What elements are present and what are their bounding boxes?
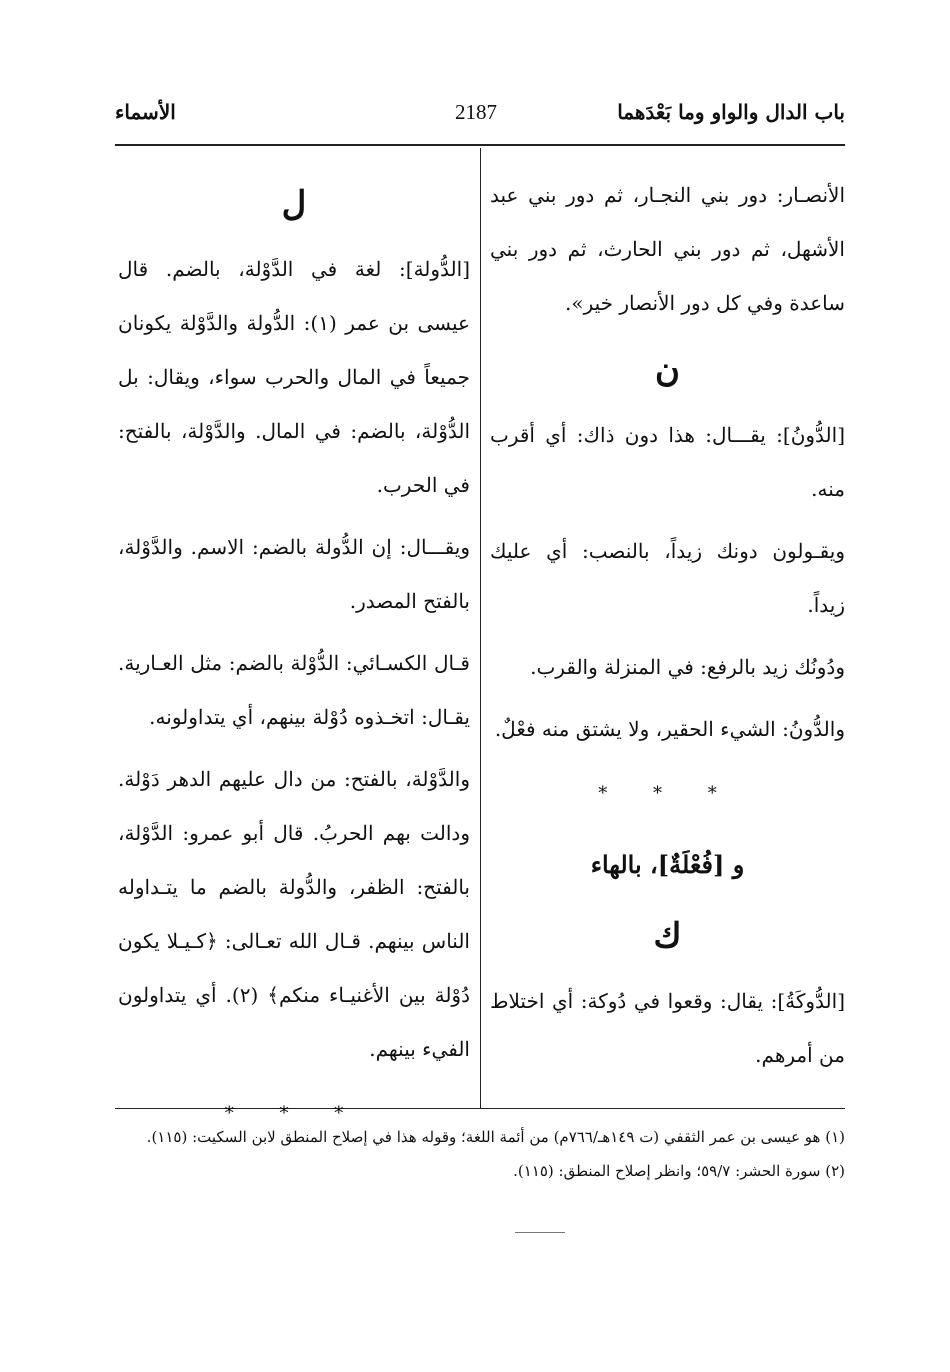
- header-rule: [115, 144, 845, 146]
- column-divider: [480, 148, 481, 1108]
- letter-heading-lam: ل: [281, 184, 307, 224]
- bottom-short-rule: [515, 1232, 565, 1233]
- entry-paragraph: والدُّونُ: الشيء الحقير، ولا يشتق منه فعْلٌ.: [494, 717, 845, 741]
- entry-paragraph: ودُونُك زيد بالرفع: في المنزلة والقرب.: [530, 655, 845, 679]
- paragraph: الأنصـار: دور بني النجـار، ثم دور بني عبد الأشهل، ثم دور بني الحارث، ثم دور بني ساعدة وفي كل دور الأنصار خير».: [490, 183, 845, 315]
- page-header: [115, 100, 845, 140]
- letter-heading-nun: ن: [655, 350, 680, 390]
- footnotes: [105, 1120, 845, 1188]
- footnote-1: (١) هو عيسى بن عمر الثقفي (ت ١٤٩هـ/٧٦٦م) من أئمة اللغة؛ وقوله هذا في إصلاح المنطق لابن السكيت: (١١٥).: [146, 1128, 845, 1146]
- right-column: [490, 168, 845, 1090]
- entry-paragraph: [الدُّولة]: لغة في الدَّوْلة، بالضم. قال عيسى بن عمر (١): الدُّولة والدَّوْلة يكونان جميعاً في المال والحرب سواء، ويقال: بل الدُّوْلة، بالضم: في المال. والدَّوْلة، بالفتح: في الحرب.: [118, 257, 470, 497]
- footnote-2: (٢) سورة الحشر: ٥٩/٧؛ وانظر إصلاح المنطق: (١١٥).: [513, 1162, 845, 1180]
- section-separator: * * *: [598, 783, 737, 804]
- entry-paragraph: قـال الكسـائي: الدُّوْلة بالضم: مثل العـارية. يقـال: اتخـذوه دُوْلة بينهم، أي يتداولونه.: [118, 651, 470, 729]
- section-heading: و [فُعْلَةٌ]، بالهاء: [590, 850, 745, 879]
- entry-paragraph: والدَّوْلة، بالفتح: من دال عليهم الدهر دَوْلة. ودالت بهم الحربُ. قال أبو عمرو: الدَّوْلة، بالفتح: الظفر، والدُّولة بالضم ما يتـداوله الناس بينهم. قـال الله تعـالى: ﴿كـيـلا يكون دُوْلة بين الأغنيـاء منكم﴾ (٢). أي يتداولون الفيء بينهم.: [118, 767, 470, 1061]
- letter-heading-kaf: ك: [653, 916, 682, 956]
- left-column: [118, 168, 470, 1150]
- entry-paragraph: [الدُّونُ]: يقـــال: هذا دون ذاك: أي أقرب منه.: [490, 423, 845, 501]
- entry-paragraph: ويقـــال: إن الدُّولة بالضم: الاسم. والدَّوْلة، بالفتح المصدر.: [118, 535, 470, 613]
- entry-paragraph: [الدُّوكَةُ]: يقال: وقعوا في دُوكة: أي اختلاط من أمرهم.: [490, 989, 845, 1067]
- section-separator: * * *: [224, 1103, 364, 1124]
- page-number: 2187: [455, 100, 497, 124]
- section-label: الأسماء: [115, 100, 176, 124]
- chapter-title: باب الدال والواو وما بَعْدَهما: [617, 100, 845, 124]
- entry-paragraph: ويقـولون دونك زيداً، بالنصب: أي عليك زيداً.: [490, 539, 845, 617]
